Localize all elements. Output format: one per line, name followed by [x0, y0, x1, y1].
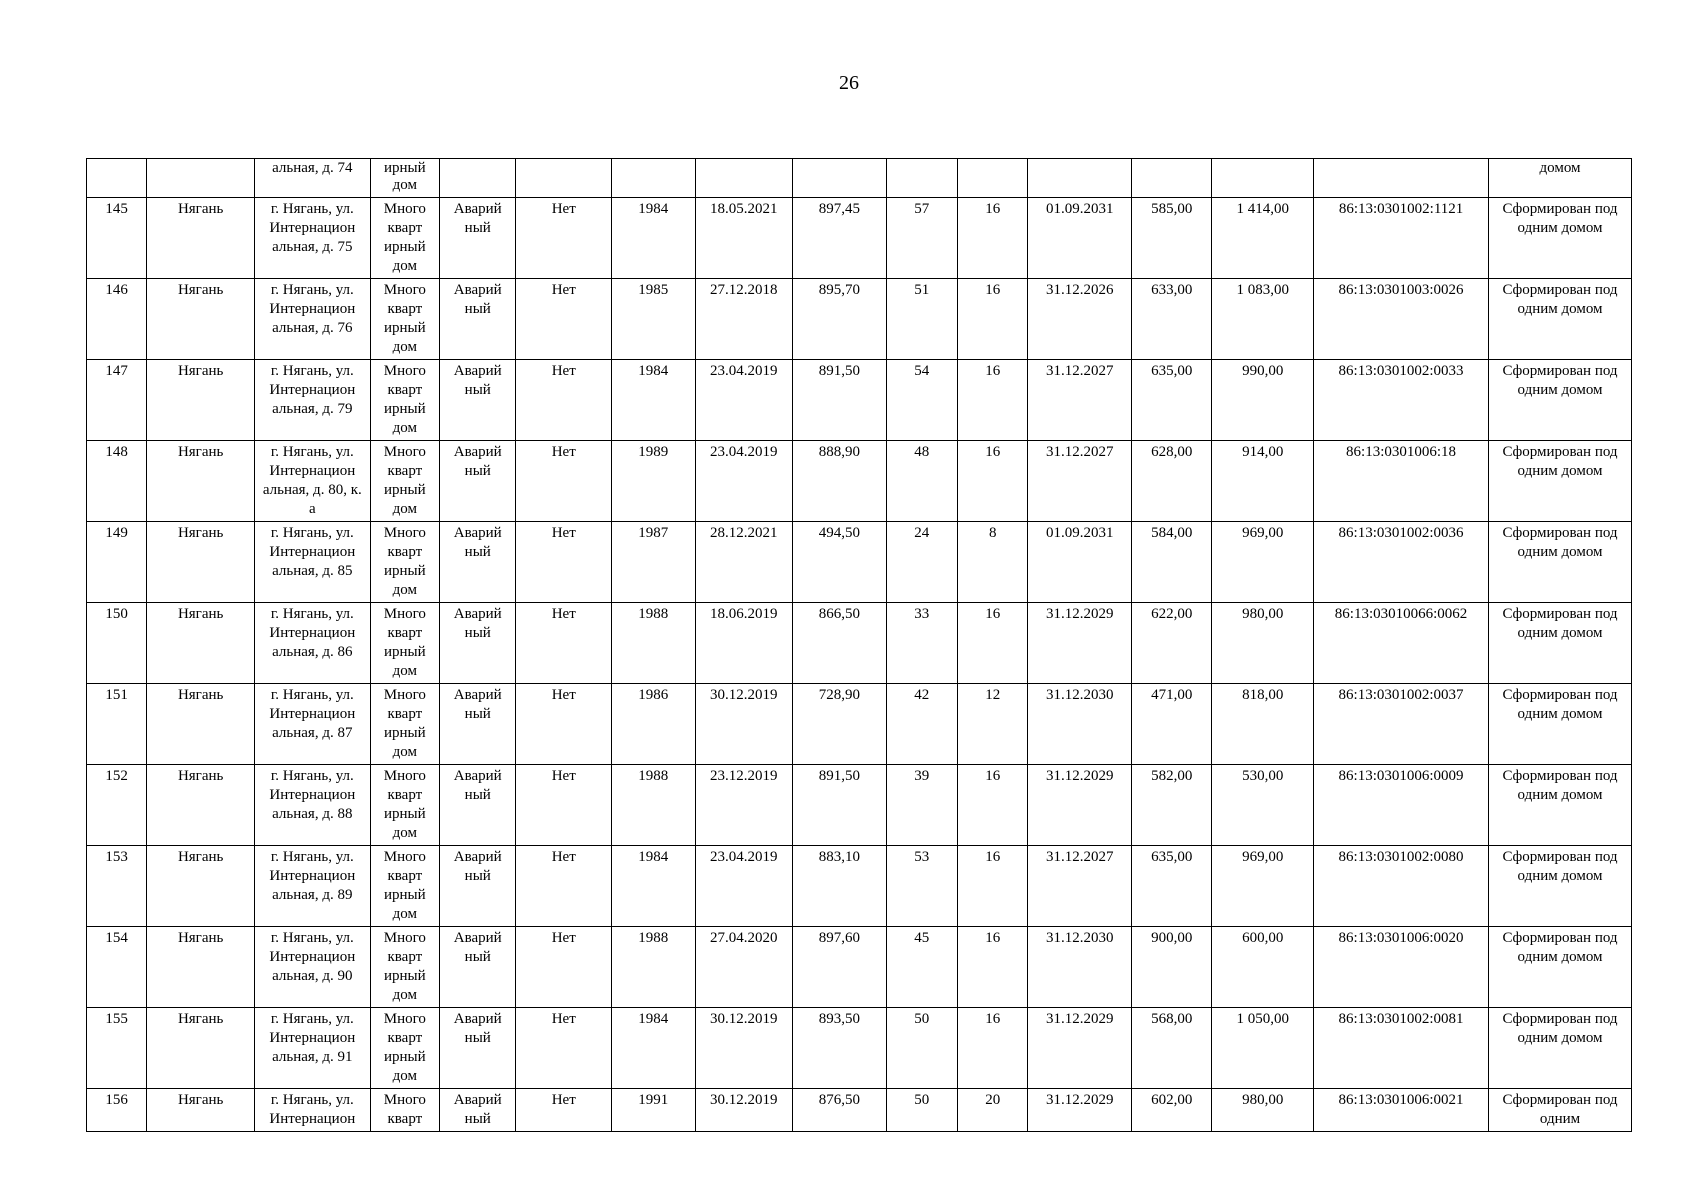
cell-note: домом [1489, 159, 1632, 198]
cell-cadastre [1314, 159, 1489, 198]
cell-cadastre: 86:13:0301006:0009 [1314, 765, 1489, 846]
cell-number: 145 [87, 198, 147, 279]
cell-sum: 980,00 [1212, 603, 1314, 684]
cell-sum: 600,00 [1212, 927, 1314, 1008]
cell-city: Нягань [147, 927, 255, 1008]
cell-sum: 818,00 [1212, 684, 1314, 765]
cell-note: Сформирован под одним домом [1489, 1008, 1632, 1089]
cell-year: 1988 [612, 927, 695, 1008]
cell-people: 57 [886, 198, 957, 279]
cell-flats: 16 [958, 360, 1028, 441]
cell-building-type: Много кварт ирный дом [370, 765, 439, 846]
cell-state: Аварий ный [440, 1089, 516, 1132]
cell-address: г. Нягань, ул. Интернацион альная, д. 91 [254, 1008, 370, 1089]
cell-flag: Нет [516, 603, 612, 684]
cell-people: 53 [886, 846, 957, 927]
cell-area: 883,10 [793, 846, 887, 927]
cell-note: Сформирован под одним [1489, 1089, 1632, 1132]
cell-sum: 980,00 [1212, 1089, 1314, 1132]
cell-number: 148 [87, 441, 147, 522]
cell-deadline: 31.12.2027 [1028, 846, 1132, 927]
cell-address: г. Нягань, ул. Интернацион [254, 1089, 370, 1132]
cell-area: 895,70 [793, 279, 887, 360]
table-row [87, 198, 1632, 279]
cell-state: Аварий ный [440, 441, 516, 522]
cell-land: 584,00 [1132, 522, 1212, 603]
cell-sum: 990,00 [1212, 360, 1314, 441]
cell-flag: Нет [516, 846, 612, 927]
cell-cadastre: 86:13:0301002:0081 [1314, 1008, 1489, 1089]
cell-land: 900,00 [1132, 927, 1212, 1008]
table-row [87, 1008, 1632, 1089]
cell-city: Нягань [147, 684, 255, 765]
cell-area: 891,50 [793, 360, 887, 441]
cell-number: 156 [87, 1089, 147, 1132]
table-row [87, 279, 1632, 360]
cell-flag [516, 159, 612, 198]
cell-cadastre: 86:13:0301006:0021 [1314, 1089, 1489, 1132]
cell-year: 1988 [612, 603, 695, 684]
cell-date: 23.04.2019 [695, 846, 793, 927]
cell-people: 45 [886, 927, 957, 1008]
cell-address: г. Нягань, ул. Интернацион альная, д. 79 [254, 360, 370, 441]
cell-people: 24 [886, 522, 957, 603]
cell-building-type: Много кварт ирный дом [370, 198, 439, 279]
cell-flats: 16 [958, 765, 1028, 846]
cell-year: 1985 [612, 279, 695, 360]
cell-flag: Нет [516, 441, 612, 522]
cell-number: 150 [87, 603, 147, 684]
table-row [87, 522, 1632, 603]
cell-city: Нягань [147, 279, 255, 360]
cell-sum: 1 083,00 [1212, 279, 1314, 360]
cell-date: 30.12.2019 [695, 1008, 793, 1089]
cell-address: г. Нягань, ул. Интернацион альная, д. 85 [254, 522, 370, 603]
cell-building-type: Много кварт ирный дом [370, 522, 439, 603]
cell-land: 568,00 [1132, 1008, 1212, 1089]
cell-city [147, 159, 255, 198]
table-row [87, 846, 1632, 927]
cell-number: 152 [87, 765, 147, 846]
cell-address: г. Нягань, ул. Интернацион альная, д. 89 [254, 846, 370, 927]
cell-number: 154 [87, 927, 147, 1008]
cell-area: 888,90 [793, 441, 887, 522]
cell-land: 635,00 [1132, 846, 1212, 927]
cell-people: 33 [886, 603, 957, 684]
cell-year: 1991 [612, 1089, 695, 1132]
cell-address: г. Нягань, ул. Интернацион альная, д. 88 [254, 765, 370, 846]
cell-area: 876,50 [793, 1089, 887, 1132]
cell-area: 891,50 [793, 765, 887, 846]
cell-date: 30.12.2019 [695, 684, 793, 765]
page-number: 26 [839, 72, 859, 94]
cell-note: Сформирован под одним домом [1489, 279, 1632, 360]
cell-flag: Нет [516, 1008, 612, 1089]
cell-state: Аварий ный [440, 603, 516, 684]
cell-flats: 16 [958, 441, 1028, 522]
cell-date: 28.12.2021 [695, 522, 793, 603]
cell-sum [1212, 159, 1314, 198]
cell-note: Сформирован под одним домом [1489, 360, 1632, 441]
cell-cadastre: 86:13:0301002:0036 [1314, 522, 1489, 603]
cell-people: 42 [886, 684, 957, 765]
cell-land: 602,00 [1132, 1089, 1212, 1132]
cell-building-type: Много кварт ирный дом [370, 441, 439, 522]
cell-area [793, 159, 887, 198]
cell-area: 897,60 [793, 927, 887, 1008]
cell-building-type: Много кварт ирный дом [370, 1008, 439, 1089]
table-row [87, 684, 1632, 765]
cell-state: Аварий ный [440, 765, 516, 846]
cell-note: Сформирован под одним домом [1489, 198, 1632, 279]
cell-land: 471,00 [1132, 684, 1212, 765]
cell-address: г. Нягань, ул. Интернацион альная, д. 80, к. а [254, 441, 370, 522]
cell-deadline: 31.12.2029 [1028, 1089, 1132, 1132]
cell-flag: Нет [516, 927, 612, 1008]
cell-note: Сформирован под одним домом [1489, 684, 1632, 765]
cell-number: 153 [87, 846, 147, 927]
cell-number: 151 [87, 684, 147, 765]
cell-people: 51 [886, 279, 957, 360]
cell-flats: 16 [958, 927, 1028, 1008]
cell-city: Нягань [147, 198, 255, 279]
cell-flats: 16 [958, 279, 1028, 360]
cell-city: Нягань [147, 603, 255, 684]
cell-date: 30.12.2019 [695, 1089, 793, 1132]
cell-city: Нягань [147, 441, 255, 522]
housing-registry-table [86, 158, 1632, 1132]
cell-address: г. Нягань, ул. Интернацион альная, д. 90 [254, 927, 370, 1008]
cell-year: 1987 [612, 522, 695, 603]
cell-year: 1984 [612, 360, 695, 441]
cell-year: 1986 [612, 684, 695, 765]
cell-area: 866,50 [793, 603, 887, 684]
cell-cadastre: 86:13:0301002:0037 [1314, 684, 1489, 765]
cell-building-type: Много кварт [370, 1089, 439, 1132]
cell-state: Аварий ный [440, 846, 516, 927]
cell-state: Аварий ный [440, 360, 516, 441]
cell-state: Аварий ный [440, 522, 516, 603]
cell-date: 23.12.2019 [695, 765, 793, 846]
cell-date: 18.06.2019 [695, 603, 793, 684]
cell-address: альная, д. 74 [254, 159, 370, 198]
cell-state [440, 159, 516, 198]
cell-note: Сформирован под одним домом [1489, 522, 1632, 603]
cell-building-type: Много кварт ирный дом [370, 846, 439, 927]
cell-date: 27.04.2020 [695, 927, 793, 1008]
cell-deadline: 31.12.2029 [1028, 1008, 1132, 1089]
cell-flag: Нет [516, 198, 612, 279]
cell-year [612, 159, 695, 198]
cell-city: Нягань [147, 1089, 255, 1132]
cell-cadastre: 86:13:0301006:18 [1314, 441, 1489, 522]
cell-state: Аварий ный [440, 927, 516, 1008]
cell-area: 893,50 [793, 1008, 887, 1089]
cell-deadline: 31.12.2029 [1028, 603, 1132, 684]
cell-people: 54 [886, 360, 957, 441]
cell-address: г. Нягань, ул. Интернацион альная, д. 86 [254, 603, 370, 684]
cell-number: 149 [87, 522, 147, 603]
cell-state: Аварий ный [440, 279, 516, 360]
cell-note: Сформирован под одним домом [1489, 603, 1632, 684]
cell-city: Нягань [147, 1008, 255, 1089]
cell-deadline: 01.09.2031 [1028, 522, 1132, 603]
cell-sum: 1 414,00 [1212, 198, 1314, 279]
cell-flats: 12 [958, 684, 1028, 765]
cell-land: 635,00 [1132, 360, 1212, 441]
cell-cadastre: 86:13:0301006:0020 [1314, 927, 1489, 1008]
cell-sum: 1 050,00 [1212, 1008, 1314, 1089]
cell-year: 1984 [612, 846, 695, 927]
cell-land: 628,00 [1132, 441, 1212, 522]
cell-building-type: Много кварт ирный дом [370, 603, 439, 684]
cell-building-type: Много кварт ирный дом [370, 927, 439, 1008]
cell-note: Сформирован под одним домом [1489, 765, 1632, 846]
cell-flag: Нет [516, 1089, 612, 1132]
cell-area: 728,90 [793, 684, 887, 765]
table-row-continuation [87, 159, 1632, 198]
cell-land: 585,00 [1132, 198, 1212, 279]
cell-people: 48 [886, 441, 957, 522]
cell-year: 1984 [612, 1008, 695, 1089]
cell-date [695, 159, 793, 198]
cell-address: г. Нягань, ул. Интернацион альная, д. 75 [254, 198, 370, 279]
cell-deadline: 31.12.2030 [1028, 684, 1132, 765]
cell-flats: 20 [958, 1089, 1028, 1132]
cell-land [1132, 159, 1212, 198]
cell-note: Сформирован под одним домом [1489, 441, 1632, 522]
cell-number: 147 [87, 360, 147, 441]
table-row [87, 927, 1632, 1008]
table-row [87, 441, 1632, 522]
cell-flag: Нет [516, 684, 612, 765]
cell-deadline: 01.09.2031 [1028, 198, 1132, 279]
cell-state: Аварий ный [440, 684, 516, 765]
cell-year: 1988 [612, 765, 695, 846]
cell-deadline: 31.12.2026 [1028, 279, 1132, 360]
table-row [87, 603, 1632, 684]
cell-sum: 969,00 [1212, 846, 1314, 927]
cell-address: г. Нягань, ул. Интернацион альная, д. 87 [254, 684, 370, 765]
cell-year: 1989 [612, 441, 695, 522]
cell-land: 582,00 [1132, 765, 1212, 846]
cell-number: 146 [87, 279, 147, 360]
cell-date: 23.04.2019 [695, 441, 793, 522]
cell-cadastre: 86:13:0301002:0033 [1314, 360, 1489, 441]
cell-cadastre: 86:13:03010066:0062 [1314, 603, 1489, 684]
cell-address: г. Нягань, ул. Интернацион альная, д. 76 [254, 279, 370, 360]
cell-date: 23.04.2019 [695, 360, 793, 441]
cell-flats: 8 [958, 522, 1028, 603]
cell-date: 18.05.2021 [695, 198, 793, 279]
table-body [87, 159, 1632, 1132]
cell-building-type: Много кварт ирный дом [370, 684, 439, 765]
cell-city: Нягань [147, 522, 255, 603]
cell-flag: Нет [516, 279, 612, 360]
cell-flag: Нет [516, 522, 612, 603]
cell-cadastre: 86:13:0301002:0080 [1314, 846, 1489, 927]
cell-note: Сформирован под одним домом [1489, 927, 1632, 1008]
cell-sum: 530,00 [1212, 765, 1314, 846]
cell-number: 155 [87, 1008, 147, 1089]
table-row [87, 1089, 1632, 1132]
table-row [87, 765, 1632, 846]
cell-city: Нягань [147, 846, 255, 927]
cell-flats: 16 [958, 198, 1028, 279]
cell-state: Аварий ный [440, 1008, 516, 1089]
cell-people [886, 159, 957, 198]
cell-flag: Нет [516, 360, 612, 441]
cell-building-type: ирный дом [370, 159, 439, 198]
cell-sum: 969,00 [1212, 522, 1314, 603]
cell-state: Аварий ный [440, 198, 516, 279]
cell-flats [958, 159, 1028, 198]
cell-building-type: Много кварт ирный дом [370, 279, 439, 360]
cell-city: Нягань [147, 765, 255, 846]
cell-flats: 16 [958, 603, 1028, 684]
cell-deadline: 31.12.2027 [1028, 360, 1132, 441]
cell-area: 897,45 [793, 198, 887, 279]
cell-sum: 914,00 [1212, 441, 1314, 522]
cell-land: 633,00 [1132, 279, 1212, 360]
cell-deadline: 31.12.2030 [1028, 927, 1132, 1008]
cell-city: Нягань [147, 360, 255, 441]
table-row [87, 360, 1632, 441]
cell-people: 39 [886, 765, 957, 846]
cell-cadastre: 86:13:0301002:1121 [1314, 198, 1489, 279]
cell-land: 622,00 [1132, 603, 1212, 684]
cell-area: 494,50 [793, 522, 887, 603]
cell-deadline [1028, 159, 1132, 198]
cell-flats: 16 [958, 846, 1028, 927]
cell-people: 50 [886, 1008, 957, 1089]
cell-flag: Нет [516, 765, 612, 846]
cell-number [87, 159, 147, 198]
cell-cadastre: 86:13:0301003:0026 [1314, 279, 1489, 360]
cell-deadline: 31.12.2029 [1028, 765, 1132, 846]
cell-note: Сформирован под одним домом [1489, 846, 1632, 927]
cell-people: 50 [886, 1089, 957, 1132]
cell-flats: 16 [958, 1008, 1028, 1089]
cell-building-type: Много кварт ирный дом [370, 360, 439, 441]
cell-date: 27.12.2018 [695, 279, 793, 360]
cell-deadline: 31.12.2027 [1028, 441, 1132, 522]
cell-year: 1984 [612, 198, 695, 279]
